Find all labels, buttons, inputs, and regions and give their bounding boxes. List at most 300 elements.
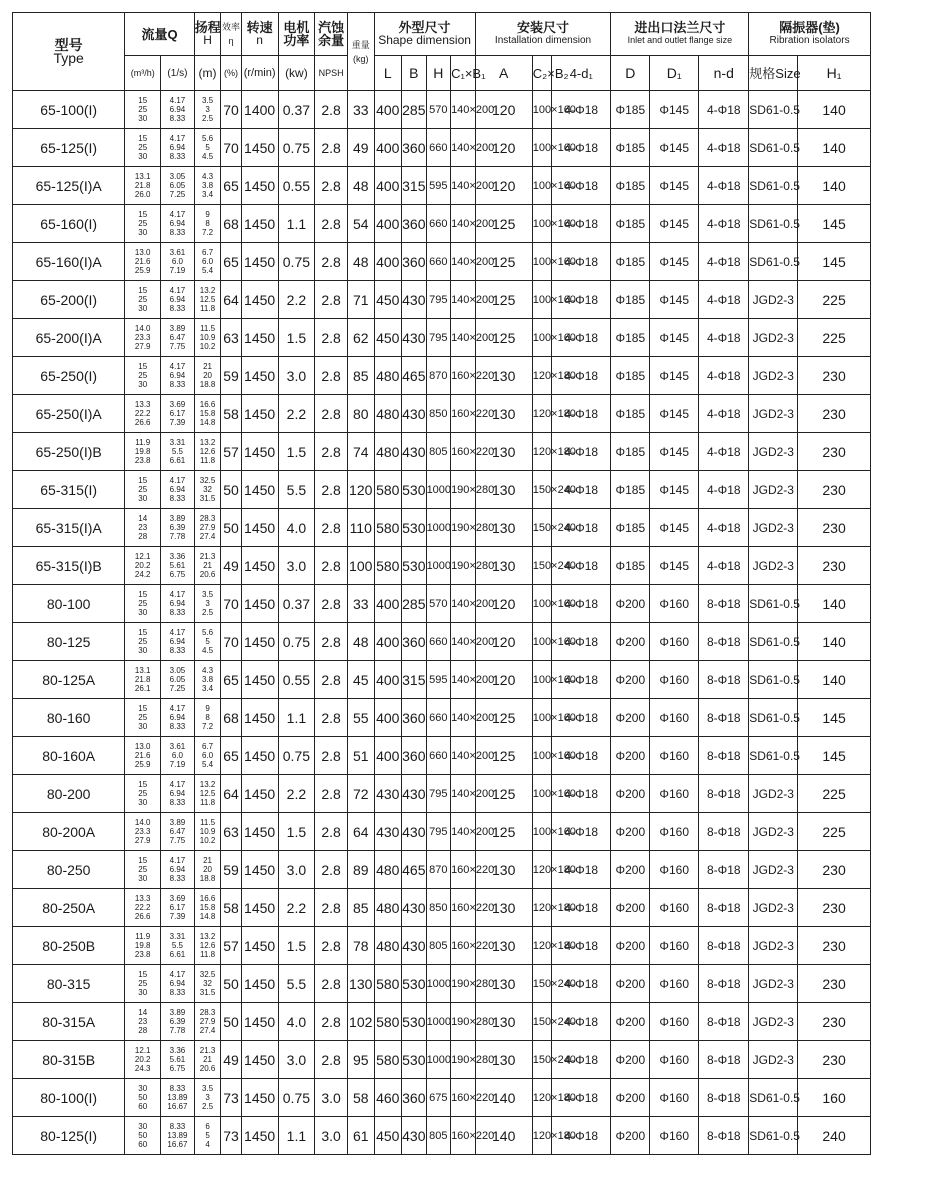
- cell-flange-nd: 8-Φ18: [699, 1041, 749, 1079]
- cell-install-4d1: 4-Φ18: [552, 547, 611, 585]
- cell-npsh: 2.8: [315, 395, 348, 433]
- cell-weight: 71: [347, 281, 374, 319]
- cell-shape-H: 1000: [426, 509, 451, 547]
- cell-flow-ls-value: 6.94: [169, 143, 186, 152]
- cell-head-value: 21: [203, 856, 212, 865]
- cell-power: 2.2: [278, 775, 315, 813]
- cell-npsh: 2.8: [315, 661, 348, 699]
- cell-flange-D: Φ185: [611, 129, 650, 167]
- cell-flange-nd: 8-Φ18: [699, 1079, 749, 1117]
- cell-install-4d1: 4-Φ18: [552, 889, 611, 927]
- cell-flow-m3h-value: 15: [138, 210, 148, 219]
- cell-flow-m3h-value: 30: [138, 988, 148, 997]
- cell-flow-ls: [161, 167, 195, 205]
- cell-head-value: 28.3: [199, 1008, 216, 1017]
- cell-install-4d1: 4-Φ18: [552, 433, 611, 471]
- header-speed-sym: n: [256, 33, 263, 47]
- cell-head-value: 3.8: [201, 675, 214, 684]
- cell-head: [194, 775, 221, 813]
- cell-head-value: 3: [205, 105, 210, 114]
- cell-power: 1.5: [278, 319, 315, 357]
- cell-flow-m3h-value: 30: [138, 152, 148, 161]
- cell-flow-ls-value: 3.36: [169, 1046, 186, 1055]
- cell-install-4d1: 4-Φ18: [552, 1079, 611, 1117]
- cell-flow-m3h-value: 13.1: [134, 666, 151, 675]
- cell-flow-ls-value: 4.17: [169, 970, 186, 979]
- cell-flow-ls-value: 5.61: [169, 1055, 186, 1064]
- cell-isolator-size: SD61-0.5: [749, 205, 798, 243]
- header-head-sym: H: [203, 33, 212, 47]
- header-flange-nd: n-d: [699, 56, 749, 91]
- cell-head-value: 3.5: [201, 590, 214, 599]
- cell-shape-L: 580: [374, 509, 402, 547]
- header-power-zh: 电机功率: [283, 20, 310, 48]
- cell-flow-ls: [161, 965, 195, 1003]
- cell-type: 80-315A: [13, 1003, 125, 1041]
- cell-weight: 55: [347, 699, 374, 737]
- cell-shape-L: 480: [374, 851, 402, 889]
- cell-efficiency: 63: [221, 319, 241, 357]
- cell-weight: 62: [347, 319, 374, 357]
- cell-shape-L: 400: [374, 243, 402, 281]
- cell-flow-ls-value: 6.94: [169, 371, 186, 380]
- header-shape-C1B1: C₁×B₁: [451, 56, 476, 91]
- cell-install-A: 120: [475, 661, 532, 699]
- cell-head: [194, 1117, 221, 1155]
- cell-install-C2B2: 150×240: [532, 1041, 551, 1079]
- cell-flow-ls-value: 6.0: [171, 751, 183, 760]
- cell-flange-D: Φ200: [611, 927, 650, 965]
- table-row: [13, 699, 918, 737]
- cell-install-A: 125: [475, 205, 532, 243]
- cell-isolator-size: JGD2-3: [749, 433, 798, 471]
- cell-npsh: 2.8: [315, 547, 348, 585]
- cell-shape-L: 400: [374, 129, 402, 167]
- cell-install-A: 125: [475, 319, 532, 357]
- cell-power: 5.5: [278, 471, 315, 509]
- cell-flange-D1: Φ160: [650, 1117, 699, 1155]
- cell-flange-nd: 8-Φ18: [699, 1117, 749, 1155]
- cell-flow-ls-value: 3.61: [169, 742, 186, 751]
- cell-flow-ls-value: 3.89: [169, 324, 186, 333]
- header-install-4d1: 4-d₁: [552, 56, 611, 91]
- cell-head: [194, 737, 221, 775]
- cell-head-value: 4.5: [201, 152, 214, 161]
- cell-shape-L: 580: [374, 965, 402, 1003]
- cell-head-value: 3.4: [201, 190, 214, 199]
- cell-power: 1.5: [278, 433, 315, 471]
- cell-speed: 1400: [241, 91, 278, 129]
- header-isolator-en: Ribration isolators: [769, 35, 850, 46]
- cell-isolator-size: JGD2-3: [749, 395, 798, 433]
- cell-flange-D1: Φ145: [650, 433, 699, 471]
- cell-head-value: 21: [203, 362, 212, 371]
- cell-isolator-h1: 230: [798, 395, 871, 433]
- cell-isolator-size: SD61-0.5: [749, 129, 798, 167]
- cell-flow-m3h-value: 15: [138, 780, 148, 789]
- header-speed: [241, 13, 278, 56]
- cell-flow-ls-value: 6.0: [171, 257, 183, 266]
- cell-install-C2B2: 100×160: [532, 813, 551, 851]
- cell-head-value: 2.5: [201, 1102, 214, 1111]
- cell-flow-m3h-value: 23.8: [134, 456, 151, 465]
- cell-flange-D: Φ200: [611, 661, 650, 699]
- cell-flange-D1: Φ160: [650, 851, 699, 889]
- header-flange: [611, 13, 749, 56]
- cell-flange-D1: Φ145: [650, 547, 699, 585]
- cell-shape-H: 795: [426, 281, 451, 319]
- cell-flow-ls: [161, 547, 195, 585]
- cell-isolator-size: JGD2-3: [749, 1003, 798, 1041]
- cell-shape-B: 465: [402, 357, 427, 395]
- cell-flow-ls: [161, 319, 195, 357]
- cell-flow-m3h-value: 25.9: [134, 266, 151, 275]
- cell-flange-D: Φ185: [611, 357, 650, 395]
- cell-flow-m3h: [125, 965, 161, 1003]
- cell-head-value: 15.8: [199, 409, 216, 418]
- cell-flow-m3h-value: 14: [138, 514, 148, 523]
- cell-flow-ls-value: 6.39: [169, 1017, 186, 1026]
- cell-flange-D1: Φ145: [650, 509, 699, 547]
- cell-flange-D: Φ185: [611, 433, 650, 471]
- table-row: [13, 661, 918, 699]
- cell-weight: 51: [347, 737, 374, 775]
- table-row: [13, 395, 918, 433]
- header-power: [278, 13, 315, 56]
- cell-flange-nd: 4-Φ18: [699, 357, 749, 395]
- cell-npsh: 2.8: [315, 91, 348, 129]
- cell-flow-m3h-value: 14: [138, 1008, 148, 1017]
- cell-flow-m3h-value: 26.6: [134, 912, 151, 921]
- table-row: [13, 1003, 918, 1041]
- cell-flow-m3h: [125, 167, 161, 205]
- cell-flange-nd: 4-Φ18: [699, 509, 749, 547]
- cell-flow-m3h: [125, 91, 161, 129]
- cell-type: 80-315: [13, 965, 125, 1003]
- cell-power: 1.1: [278, 205, 315, 243]
- cell-install-4d1: 4-Φ18: [552, 927, 611, 965]
- cell-shape-B: 285: [402, 91, 427, 129]
- cell-isolator-size: JGD2-3: [749, 547, 798, 585]
- cell-shape-C1B1: 140×200: [451, 243, 476, 281]
- cell-flow-ls-value: 7.25: [169, 190, 186, 199]
- cell-flange-nd: 4-Φ18: [699, 433, 749, 471]
- cell-head-value: 32.5: [199, 476, 216, 485]
- cell-shape-C1B1: 160×220: [451, 395, 476, 433]
- table-row: [13, 1079, 918, 1117]
- cell-efficiency: 65: [221, 737, 241, 775]
- cell-install-C2B2: 100×160: [532, 585, 551, 623]
- cell-power: 3.0: [278, 357, 315, 395]
- cell-flow-m3h-value: 15: [138, 362, 148, 371]
- table-header: [13, 13, 918, 91]
- cell-shape-B: 465: [402, 851, 427, 889]
- cell-head-value: 27.9: [199, 523, 216, 532]
- cell-flange-nd: 8-Φ18: [699, 623, 749, 661]
- cell-shape-C1B1: 160×220: [451, 927, 476, 965]
- cell-flow-m3h: [125, 129, 161, 167]
- cell-shape-H: 805: [426, 927, 451, 965]
- cell-install-4d1: 4-Φ18: [552, 623, 611, 661]
- cell-npsh: 2.8: [315, 1003, 348, 1041]
- header-flow-m3h: (m³/h): [125, 56, 161, 91]
- cell-flow-ls-value: 5.61: [169, 561, 186, 570]
- cell-npsh: 2.8: [315, 927, 348, 965]
- cell-install-A: 130: [475, 889, 532, 927]
- cell-flange-D1: Φ145: [650, 395, 699, 433]
- cell-flow-m3h-value: 25: [138, 979, 148, 988]
- cell-speed: 1450: [241, 889, 278, 927]
- cell-npsh: 2.8: [315, 281, 348, 319]
- cell-install-C2B2: 120×180: [532, 1079, 551, 1117]
- cell-shape-H: 870: [426, 357, 451, 395]
- cell-flow-m3h-value: 28: [138, 1026, 148, 1035]
- cell-install-C2B2: 100×160: [532, 699, 551, 737]
- cell-flow-m3h: [125, 737, 161, 775]
- cell-shape-L: 580: [374, 547, 402, 585]
- cell-shape-L: 580: [374, 1003, 402, 1041]
- cell-head-value: 12.6: [199, 447, 216, 456]
- cell-install-A: 130: [475, 471, 532, 509]
- cell-head-value: 14.8: [199, 912, 216, 921]
- cell-flow-m3h-value: 15: [138, 134, 148, 143]
- cell-flange-D1: Φ145: [650, 205, 699, 243]
- cell-flow-m3h-value: 25: [138, 105, 148, 114]
- cell-flow-ls: [161, 243, 195, 281]
- cell-npsh: 2.8: [315, 509, 348, 547]
- cell-flow-ls-value: 5.5: [171, 941, 183, 950]
- cell-head: [194, 1041, 221, 1079]
- cell-head-value: 27.4: [199, 1026, 216, 1035]
- cell-head: [194, 699, 221, 737]
- cell-shape-B: 530: [402, 509, 427, 547]
- cell-isolator-h1: 230: [798, 509, 871, 547]
- cell-flow-ls-value: 4.17: [169, 134, 186, 143]
- cell-flow-m3h-value: 21.6: [134, 751, 151, 760]
- cell-shape-L: 460: [374, 1079, 402, 1117]
- cell-flow-m3h-value: 19.8: [134, 941, 151, 950]
- cell-flow-ls-value: 3.89: [169, 514, 186, 523]
- cell-shape-C1B1: 140×200: [451, 91, 476, 129]
- cell-head-value: 5.6: [201, 628, 214, 637]
- header-shape-en: Shape dimension: [378, 33, 471, 47]
- cell-weight: 48: [347, 243, 374, 281]
- cell-flow-m3h: [125, 547, 161, 585]
- header-head-unit: (m): [194, 56, 221, 91]
- header-install-zh: 安装尺寸: [517, 20, 570, 35]
- cell-flange-nd: 4-Φ18: [699, 167, 749, 205]
- header-head: [194, 13, 221, 56]
- header-eff-zh: 效率: [222, 22, 241, 32]
- cell-flange-D1: Φ160: [650, 661, 699, 699]
- cell-power: 5.5: [278, 965, 315, 1003]
- table-row: [13, 205, 918, 243]
- cell-flow-m3h-value: 27.9: [134, 342, 151, 351]
- cell-power: 1.1: [278, 1117, 315, 1155]
- cell-head-value: 3.4: [201, 684, 214, 693]
- cell-head-value: 18.8: [199, 380, 216, 389]
- cell-head: [194, 91, 221, 129]
- table-row: [13, 851, 918, 889]
- cell-head: [194, 281, 221, 319]
- cell-install-4d1: 4-Φ18: [552, 737, 611, 775]
- table-row: [13, 1117, 918, 1155]
- cell-flow-m3h: [125, 775, 161, 813]
- cell-type: 80-250B: [13, 927, 125, 965]
- table-row: [13, 927, 918, 965]
- cell-flow-m3h-value: 50: [138, 1131, 148, 1140]
- cell-shape-L: 480: [374, 927, 402, 965]
- cell-flow-ls: [161, 623, 195, 661]
- cell-efficiency: 68: [221, 205, 241, 243]
- cell-flange-D: Φ185: [611, 281, 650, 319]
- cell-flow-m3h: [125, 661, 161, 699]
- cell-shape-H: 595: [426, 167, 451, 205]
- cell-efficiency: 65: [221, 167, 241, 205]
- cell-flow-ls: [161, 91, 195, 129]
- cell-type: 65-315(I)B: [13, 547, 125, 585]
- cell-shape-C1B1: 140×200: [451, 661, 476, 699]
- cell-install-C2B2: 100×160: [532, 243, 551, 281]
- cell-flow-ls-value: 6.05: [169, 675, 186, 684]
- cell-flow-m3h-value: 30: [138, 608, 148, 617]
- cell-head-value: 6.0: [201, 257, 214, 266]
- cell-efficiency: 70: [221, 585, 241, 623]
- cell-flow-m3h-value: 11.9: [135, 932, 151, 941]
- cell-install-A: 140: [475, 1079, 532, 1117]
- cell-power: 2.2: [278, 281, 315, 319]
- cell-speed: 1450: [241, 395, 278, 433]
- cell-weight: 120: [347, 471, 374, 509]
- cell-isolator-size: JGD2-3: [749, 889, 798, 927]
- cell-flow-ls-value: 6.61: [169, 950, 186, 959]
- table-body: [13, 91, 918, 1155]
- cell-efficiency: 58: [221, 395, 241, 433]
- cell-head-value: 5.4: [201, 266, 214, 275]
- cell-flow-ls-value: 16.67: [167, 1102, 188, 1111]
- cell-flow-m3h-value: 26.0: [134, 190, 151, 199]
- cell-flange-D1: Φ145: [650, 167, 699, 205]
- cell-shape-C1B1: 140×200: [451, 813, 476, 851]
- cell-shape-H: 1000: [426, 965, 451, 1003]
- cell-shape-B: 360: [402, 699, 427, 737]
- cell-flow-ls: [161, 509, 195, 547]
- cell-flange-D: Φ200: [611, 585, 650, 623]
- header-type: [13, 13, 125, 91]
- cell-shape-L: 400: [374, 737, 402, 775]
- cell-head-value: 15.8: [199, 903, 216, 912]
- cell-isolator-h1: 140: [798, 661, 871, 699]
- cell-shape-H: 850: [426, 889, 451, 927]
- header-npsh-zh: 汽蚀余量: [318, 20, 345, 48]
- cell-isolator-size: JGD2-3: [749, 281, 798, 319]
- cell-shape-C1B1: 140×200: [451, 281, 476, 319]
- header-type-zh: 型号: [54, 36, 83, 53]
- cell-shape-L: 450: [374, 319, 402, 357]
- cell-speed: 1450: [241, 433, 278, 471]
- cell-flow-ls-value: 8.33: [169, 798, 186, 807]
- table-row: [13, 509, 918, 547]
- cell-flange-D1: Φ160: [650, 965, 699, 1003]
- cell-weight: 33: [347, 91, 374, 129]
- cell-shape-H: 850: [426, 395, 451, 433]
- cell-flow-ls-value: 3.69: [169, 400, 186, 409]
- cell-head-value: 12.5: [199, 295, 216, 304]
- cell-head: [194, 433, 221, 471]
- cell-head-value: 12.6: [199, 941, 216, 950]
- cell-head-value: 20.6: [199, 570, 216, 579]
- cell-flow-ls-value: 6.61: [169, 456, 186, 465]
- header-npsh-unit: NPSH: [315, 56, 348, 91]
- cell-power: 3.0: [278, 547, 315, 585]
- cell-head-value: 5: [205, 637, 210, 646]
- cell-head-value: 13.2: [199, 780, 216, 789]
- cell-isolator-h1: 145: [798, 205, 871, 243]
- cell-speed: 1450: [241, 813, 278, 851]
- cell-flow-m3h-value: 13.1: [134, 172, 151, 181]
- cell-weight: 64: [347, 813, 374, 851]
- cell-shape-L: 480: [374, 395, 402, 433]
- cell-flow-m3h-value: 25: [138, 295, 148, 304]
- cell-npsh: 2.8: [315, 775, 348, 813]
- cell-efficiency: 50: [221, 509, 241, 547]
- cell-power: 3.0: [278, 851, 315, 889]
- cell-install-A: 125: [475, 775, 532, 813]
- cell-flange-nd: 4-Φ18: [699, 91, 749, 129]
- cell-flow-ls-value: 6.94: [169, 979, 186, 988]
- cell-shape-C1B1: 160×220: [451, 433, 476, 471]
- cell-head-value: 11.8: [200, 456, 216, 465]
- cell-shape-C1B1: 190×280: [451, 965, 476, 1003]
- table-row: [13, 129, 918, 167]
- cell-isolator-h1: 230: [798, 357, 871, 395]
- cell-shape-B: 430: [402, 1117, 427, 1155]
- cell-efficiency: 70: [221, 91, 241, 129]
- cell-flow-m3h-value: 25: [138, 599, 148, 608]
- cell-head-value: 14.8: [199, 418, 216, 427]
- cell-flow-ls-value: 3.31: [169, 438, 186, 447]
- cell-speed: 1450: [241, 699, 278, 737]
- cell-flow-ls: [161, 1079, 195, 1117]
- table-row: [13, 1041, 918, 1079]
- cell-flange-nd: 8-Φ18: [699, 585, 749, 623]
- cell-flange-D: Φ185: [611, 547, 650, 585]
- cell-flow-m3h-value: 22.2: [134, 409, 151, 418]
- cell-shape-C1B1: 140×200: [451, 775, 476, 813]
- cell-head-value: 11.5: [200, 818, 216, 827]
- cell-shape-B: 530: [402, 965, 427, 1003]
- cell-install-A: 130: [475, 395, 532, 433]
- cell-flow-ls: [161, 471, 195, 509]
- header-flange-zh: 进出口法兰尺寸: [634, 20, 726, 35]
- cell-head-value: 3: [205, 1093, 210, 1102]
- table-row: [13, 737, 918, 775]
- cell-flow-m3h-value: 24.3: [134, 1064, 151, 1073]
- cell-isolator-h1: 140: [798, 129, 871, 167]
- cell-install-A: 130: [475, 433, 532, 471]
- cell-npsh: 2.8: [315, 851, 348, 889]
- cell-efficiency: 59: [221, 357, 241, 395]
- cell-flow-m3h-value: 21.6: [134, 257, 151, 266]
- cell-flow-ls: [161, 927, 195, 965]
- cell-install-C2B2: 150×240: [532, 965, 551, 1003]
- cell-head-value: 4.3: [201, 666, 214, 675]
- cell-weight: 49: [347, 129, 374, 167]
- cell-install-A: 125: [475, 737, 532, 775]
- cell-flange-nd: 4-Φ18: [699, 281, 749, 319]
- cell-head-value: 21: [203, 561, 212, 570]
- cell-shape-L: 400: [374, 167, 402, 205]
